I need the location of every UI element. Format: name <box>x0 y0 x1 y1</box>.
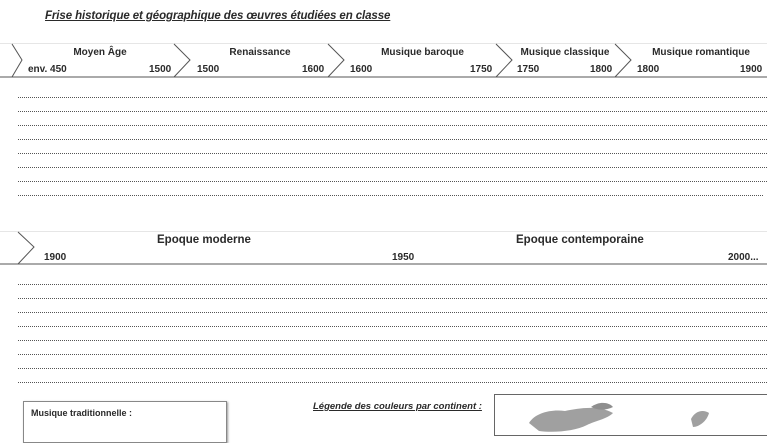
writing-lines-top[interactable] <box>18 96 767 208</box>
writing-lines-bottom[interactable] <box>18 283 767 395</box>
world-map <box>494 394 767 436</box>
writing-line[interactable] <box>18 311 767 313</box>
map-icon <box>495 395 767 435</box>
timeline-bottom-arrow <box>0 231 767 265</box>
writing-line[interactable] <box>18 353 767 355</box>
period-contemporaine: Epoque contemporaine <box>516 234 644 246</box>
timeline-top <box>0 43 767 78</box>
writing-line[interactable] <box>18 166 767 168</box>
writing-line[interactable] <box>18 96 767 98</box>
year-1950: 1950 <box>392 252 415 263</box>
writing-line[interactable] <box>18 194 763 196</box>
year-start-classique: 1750 <box>517 64 540 75</box>
writing-line[interactable] <box>18 152 767 154</box>
year-2000: 2000... <box>728 252 759 263</box>
period-baroque: Musique baroque <box>381 47 464 58</box>
writing-line[interactable] <box>18 367 767 369</box>
writing-line[interactable] <box>18 138 767 140</box>
year-end-romantique: 1900 <box>740 64 763 75</box>
writing-line[interactable] <box>18 283 767 285</box>
writing-line[interactable] <box>18 339 767 341</box>
period-moderne: Epoque moderne <box>157 234 251 246</box>
year-end-classique: 1800 <box>590 64 613 75</box>
year-start-baroque: 1600 <box>350 64 373 75</box>
year-end-renaissance: 1600 <box>302 64 325 75</box>
year-1900: 1900 <box>44 252 67 263</box>
writing-line[interactable] <box>18 381 767 383</box>
year-end-moyen-age: 1500 <box>149 64 172 75</box>
timeline-bottom <box>0 231 767 265</box>
traditional-music-label: Musique traditionnelle : <box>31 408 133 418</box>
period-classique: Musique classique <box>520 47 610 58</box>
writing-line[interactable] <box>18 110 767 112</box>
legend-title: Légende des couleurs par continent : <box>313 401 482 412</box>
writing-line[interactable] <box>18 180 767 182</box>
year-start-renaissance: 1500 <box>197 64 220 75</box>
writing-line[interactable] <box>18 325 767 327</box>
year-start-romantique: 1800 <box>637 64 660 75</box>
year-start-moyen-age: env. 450 <box>28 64 67 75</box>
writing-line[interactable] <box>18 124 767 126</box>
traditional-music-box[interactable] <box>23 401 227 443</box>
period-moyen-age: Moyen Âge <box>73 47 127 58</box>
year-end-baroque: 1750 <box>470 64 493 75</box>
writing-line[interactable] <box>18 297 767 299</box>
period-renaissance: Renaissance <box>229 47 291 58</box>
page-title: Frise historique et géographique des œuvres étudiées en classe <box>45 10 391 22</box>
period-romantique: Musique romantique <box>652 47 750 58</box>
